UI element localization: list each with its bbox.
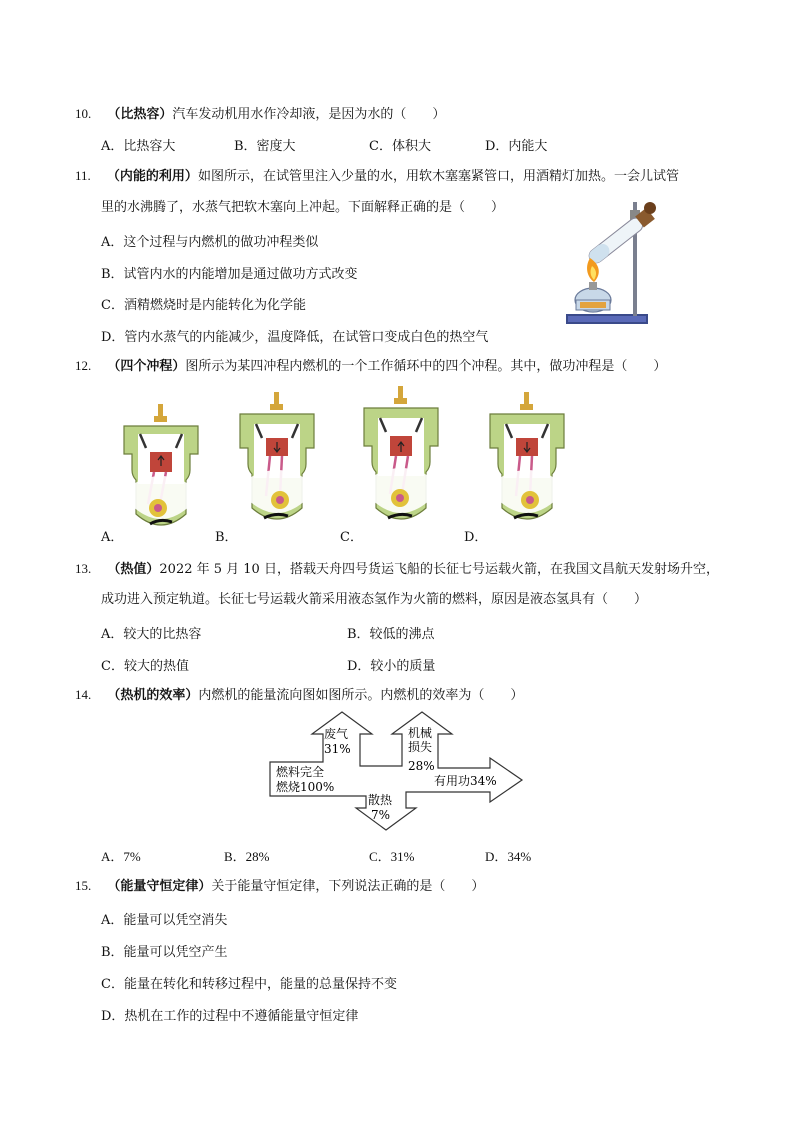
question-number: 14. — [75, 687, 92, 702]
option-c: C．31% — [369, 849, 415, 864]
engine-stroke-b — [236, 392, 318, 528]
engine-stroke-a — [120, 404, 202, 532]
question-topic: （热值） — [107, 562, 160, 577]
question-12 — [75, 356, 666, 377]
option-a: A．比热容大 — [101, 139, 176, 154]
question-13 — [75, 559, 719, 580]
option-c: C．酒精燃烧时是内能转化为化学能 — [101, 298, 306, 313]
question-14 — [75, 685, 523, 706]
question-topic: （能量守恒定律） — [107, 879, 212, 894]
question-topic: （比热容） — [107, 107, 173, 122]
option-c: C．体积大 — [369, 139, 431, 154]
mechanical-loss-value: 28% — [408, 759, 435, 773]
option-b: B．能量可以凭空产生 — [101, 945, 228, 960]
option-c: C． — [340, 530, 363, 545]
question-text-line2: 成功进入预定轨道。长征七号运载火箭采用液态氢作为火箭的燃料，原因是液态氢具有（ ） — [101, 592, 648, 607]
option-d: D． — [464, 530, 488, 545]
question-number: 11. — [75, 168, 91, 183]
question-number: 13. — [75, 561, 92, 576]
mechanical-loss-label2: 损失 — [408, 740, 433, 754]
heat-dissipation-label: 散热 — [368, 793, 393, 807]
option-d: D．较小的质量 — [347, 659, 436, 674]
question-number: 12. — [75, 358, 92, 373]
question-text: 如图所示，在试管里注入少量的水，用软木塞塞紧管口，用酒精灯加热。一会儿试管 — [197, 169, 679, 184]
question-text: 关于能量守恒定律，下列说法正确的是（ ） — [211, 879, 485, 894]
option-a: A．较大的比热容 — [101, 627, 202, 642]
exhaust-label: 废气 — [324, 727, 349, 741]
option-a: A．能量可以凭空消失 — [101, 913, 228, 928]
question-10 — [75, 104, 445, 125]
question-text: 内燃机的能量流向图如图所示。内燃机的效率为（ ） — [198, 688, 524, 703]
heat-dissipation-value: 7% — [371, 808, 391, 822]
mechanical-loss-label: 机械 — [408, 726, 433, 740]
option-b: B． — [215, 530, 238, 545]
option-a: A．7% — [101, 849, 141, 864]
option-b: B．密度大 — [234, 139, 296, 154]
engine-stroke-c — [360, 386, 442, 528]
option-d: D．内能大 — [485, 139, 548, 154]
question-text: 汽车发动机用水作冷却液，是因为水的（ ） — [172, 107, 446, 122]
option-d: D．热机在工作的过程中不遵循能量守恒定律 — [101, 1009, 359, 1024]
option-c: C．能量在转化和转移过程中，能量的总量保持不变 — [101, 977, 397, 992]
question-number: 10. — [75, 106, 92, 121]
question-text-line2: 里的水沸腾了，水蒸气把软木塞向上冲起。下面解释正确的是（ ） — [101, 200, 505, 215]
test-tube-heating-figure — [560, 196, 670, 334]
question-topic: （四个冲程） — [107, 359, 186, 374]
option-c: C．较大的热值 — [101, 659, 189, 674]
fuel-input-label: 燃料完全 — [276, 765, 325, 779]
option-b: B．较低的沸点 — [347, 627, 435, 642]
energy-flow-diagram — [268, 710, 528, 836]
question-topic: （内能的利用） — [106, 169, 198, 184]
question-15 — [75, 876, 484, 897]
useful-work-label: 有用功34% — [434, 774, 497, 788]
question-topic: （热机的效率） — [107, 688, 199, 703]
question-number: 15. — [75, 878, 92, 893]
option-b: B．试管内水的内能增加是通过做功方式改变 — [101, 267, 358, 282]
option-a: A． — [101, 530, 124, 545]
option-d: D．管内水蒸气的内能减少，温度降低，在试管口变成白色的热空气 — [101, 330, 489, 345]
fuel-input-value: 燃烧100% — [276, 780, 335, 794]
question-text: 图所示为某四冲程内燃机的一个工作循环中的四个冲程。其中，做功冲程是（ ） — [185, 359, 667, 374]
option-a: A．这个过程与内燃机的做功冲程类似 — [101, 235, 319, 250]
option-d: D．34% — [485, 849, 532, 864]
question-text: 2022 年 5 月 10 日，搭载天舟四号货运飞船的长征七号运载火箭，在我国文昌航天发射场升空， — [159, 562, 719, 577]
question-11 — [75, 166, 679, 187]
option-b: B．28% — [224, 849, 270, 864]
exhaust-value: 31% — [324, 742, 351, 756]
engine-stroke-d — [486, 392, 568, 528]
